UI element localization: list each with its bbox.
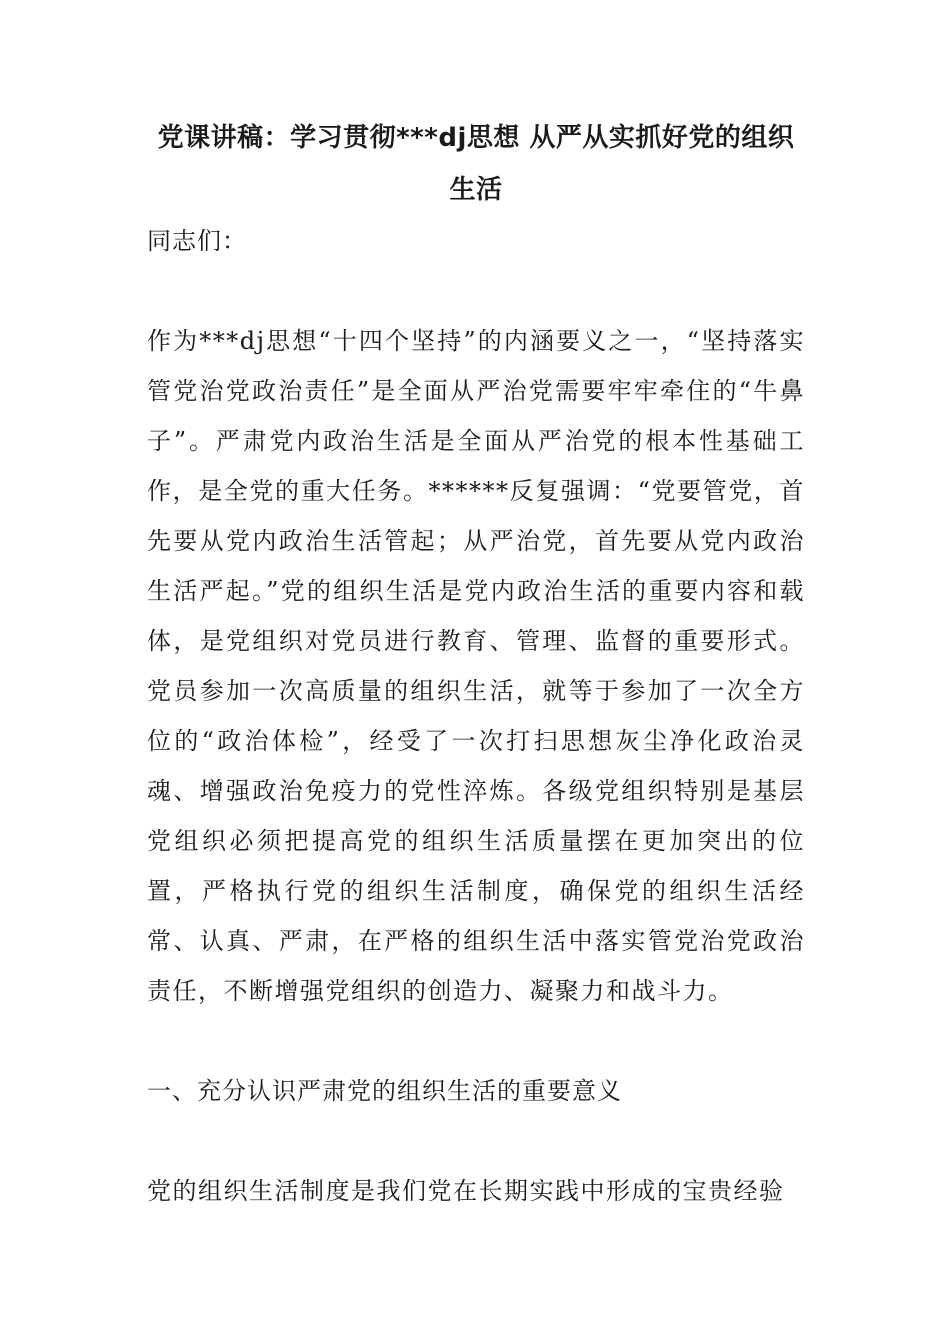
paragraph-section-1: 党的组织生活制度是我们党在长期实践中形成的宝贵经验 xyxy=(147,1177,785,1205)
document-page xyxy=(147,112,805,1216)
paragraph-intro: 作为***dj思想“十四个坚持”的内涵要义之一，“坚持落实管党治党政治责任”是全面从严治党需要牢牢牵住的“牛鼻子”。严肃党内政治生活是全面从严治党的根本性基础工作，是全党的重大任务。******反复强调：“党要管党，首先要从党内政治生活管起；从严治党，首先要从党内政治生活严起。”党的组织生活是党内政治生活的重要内容和载体，是党组织对党员进行教育、管理、监督的重要形式。党员参加一次高质量的组织生活，就等于参加了一次全方位的“政治体检”，经受了一次打扫思想灰尘净化政治灵魂、增强政治免疫力的党性淬炼。各级党组织特别是基层党组织必须把提高党的组织生活质量摆在更加突出的位置，严格执行党的组织生活制度，确保党的组织生活经常、认真、严肃，在严格的组织生活中落实管党治党政治责任，不断增强党组织的创造力、凝聚力和战斗力。 xyxy=(147,327,805,1005)
section-heading-1: 一、充分认识严肃党的组织生活的重要意义 xyxy=(147,1077,622,1105)
salutation: 同志们： xyxy=(147,227,247,255)
document-title: 党课讲稿：学习贯彻***dj思想 从严从实抓好党的组织生活 xyxy=(157,123,795,205)
